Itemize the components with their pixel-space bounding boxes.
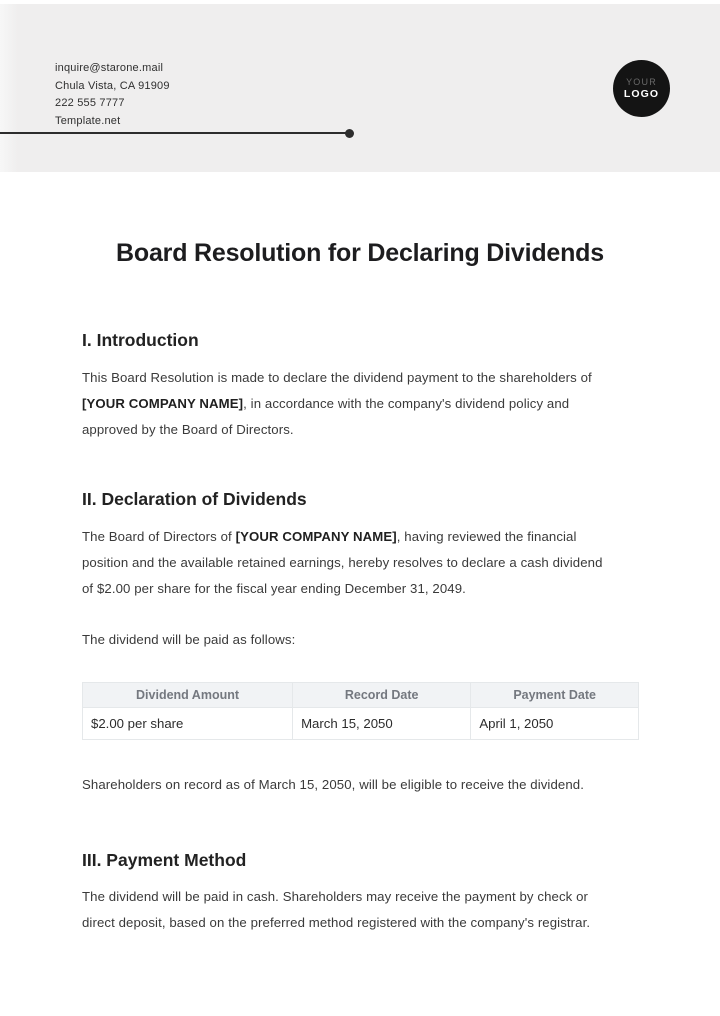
contact-phone: 222 555 7777	[55, 97, 125, 109]
contact-website: Template.net	[55, 114, 121, 127]
paragraph-text: , having reviewed the financial	[396, 529, 577, 544]
rule-end-dot	[345, 129, 354, 138]
payment-method-paragraph	[82, 884, 682, 936]
table-header-row	[83, 683, 639, 708]
paragraph-text: direct deposit, based on the preferred method registered with the company's registrar.	[82, 915, 591, 930]
introduction-paragraph	[82, 365, 682, 443]
section-heading-declaration: II. Declaration of Dividends	[82, 489, 307, 509]
dividend-intro-line: The dividend will be paid as follows:	[82, 632, 296, 647]
logo-text-your: YOUR	[626, 77, 657, 87]
company-logo	[613, 60, 670, 117]
contact-info	[55, 60, 170, 130]
logo-text-logo: LOGO	[623, 88, 660, 100]
paragraph-text: This Board Resolution is made to declare the dividend payment to the shareholders of	[82, 370, 592, 385]
table-cell: $2.00 per share	[83, 708, 293, 740]
section-heading-introduction: I. Introduction	[82, 330, 199, 350]
paragraph-bold-text: [YOUR COMPANY NAME]	[82, 396, 244, 411]
document-title: Board Resolution for Declaring Dividends	[116, 239, 604, 267]
table-row	[83, 708, 639, 740]
record-eligibility-paragraph: Shareholders on record as of March 15, 2050, will be eligible to receive the dividend.	[82, 777, 584, 792]
contact-address: Chula Vista, CA 91909	[55, 79, 170, 92]
paragraph-text: approved by the Board of Directors.	[82, 422, 294, 437]
contact-email: inquire@starone.mail	[55, 62, 164, 74]
paragraph-text: , in accordance with the company's dividend policy and	[243, 396, 570, 411]
section-heading-payment-method: III. Payment Method	[82, 850, 247, 870]
dividend-table	[82, 682, 639, 740]
table-header-cell: Dividend Amount	[83, 683, 293, 708]
paragraph-text: of $2.00 per share for the fiscal year ending December 31, 2049.	[82, 581, 466, 596]
declaration-paragraph	[82, 524, 682, 602]
letterhead	[0, 4, 720, 172]
table-cell: April 1, 2050	[471, 708, 639, 740]
paragraph-text: position and the available retained earnings, hereby resolves to declare a cash dividend	[82, 555, 603, 570]
paragraph-text: The Board of Directors of	[82, 529, 236, 544]
table-header-cell: Payment Date	[471, 683, 639, 708]
decorative-rule	[0, 132, 350, 134]
paragraph-bold-text: [YOUR COMPANY NAME]	[235, 529, 397, 544]
table-header-cell: Record Date	[293, 683, 471, 708]
table-cell: March 15, 2050	[293, 708, 471, 740]
paragraph-text: The dividend will be paid in cash. Shareholders may receive the payment by check or	[82, 889, 589, 904]
